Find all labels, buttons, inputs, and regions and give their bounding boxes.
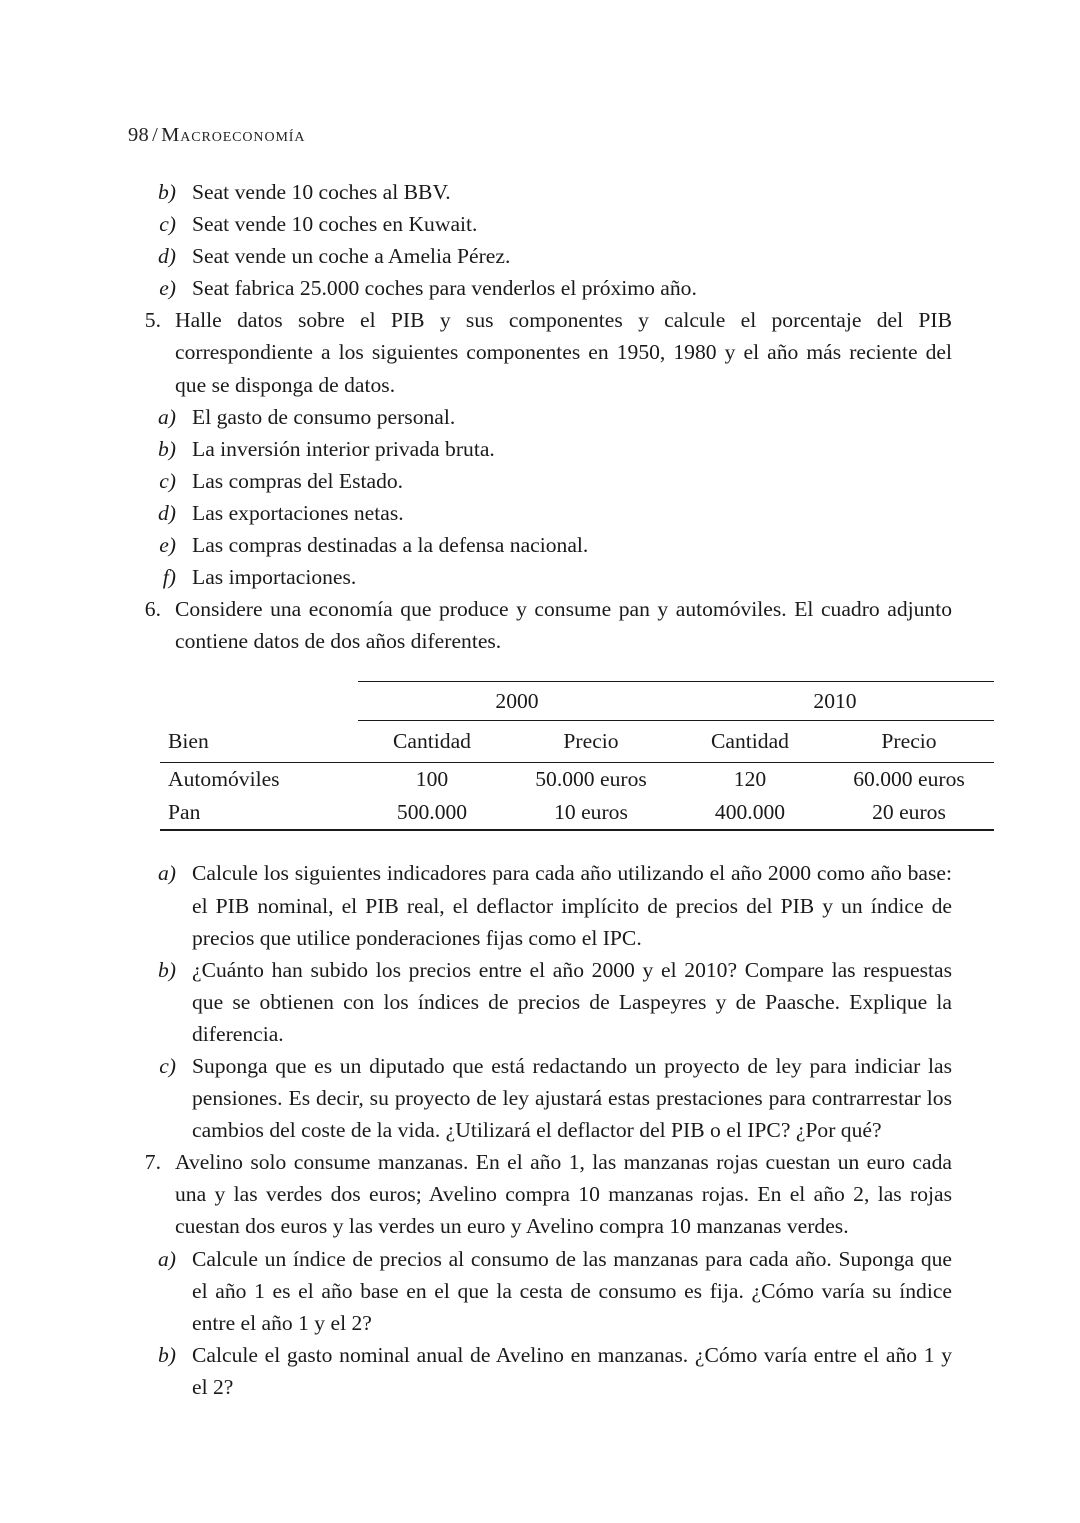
list-item-text: Calcule los siguientes indicadores para cada año utilizando el año 2000 como año base: el PIB nominal, el PIB real, el deflactor implícito de precios del PIB y un índice de precios que utilice ponderaciones fijas como el IPC. bbox=[192, 861, 952, 950]
list-marker: b) bbox=[158, 436, 176, 461]
list-marker: c) bbox=[159, 212, 176, 237]
table-column-header-row bbox=[160, 721, 994, 763]
exercise-list-after-table bbox=[128, 857, 952, 1403]
page-content bbox=[128, 176, 965, 1403]
table-header-precio-2010: Precio bbox=[824, 721, 994, 763]
data-table-container bbox=[128, 681, 965, 831]
exercise-item bbox=[128, 304, 952, 400]
exercise-subitem bbox=[128, 497, 952, 529]
list-marker: 5. bbox=[144, 308, 161, 333]
list-item-text: Suponga que es un diputado que está redactando un proyecto de ley para indiciar las pensiones. Es decir, su proyecto de ley ajustará estas prestaciones para contrarrestar los cambios del coste de la vida. ¿Utilizará el deflactor del PIB o el IPC? ¿Por qué? bbox=[192, 1053, 952, 1143]
list-marker: d) bbox=[158, 500, 176, 525]
cell-precio-2010-automoviles: 60.000 euros bbox=[853, 767, 965, 792]
cell-cantidad-2000-pan: 500.000 bbox=[358, 796, 506, 830]
goods-quantity-price-table bbox=[160, 681, 994, 831]
list-marker: c) bbox=[159, 468, 176, 493]
exercise-subitem bbox=[128, 529, 952, 561]
list-item-text: Seat vende 10 coches al BBV. bbox=[192, 180, 451, 204]
cell-cantidad-2010-automoviles: 120 bbox=[733, 767, 767, 792]
exercise-subitem bbox=[128, 176, 952, 208]
list-marker: b) bbox=[158, 180, 176, 204]
list-item-text: Las exportaciones netas. bbox=[192, 500, 404, 525]
table-year-header-2000: 2000 bbox=[358, 682, 676, 721]
book-title: Macroeconomía bbox=[161, 124, 306, 146]
list-item-text: Considere una economía que produce y consume pan y automóviles. El cuadro adjunto contiene datos de dos años diferentes. bbox=[175, 597, 952, 654]
cell-precio-2000-pan: 10 euros bbox=[506, 796, 676, 830]
list-marker: 6. bbox=[144, 597, 161, 622]
list-marker: d) bbox=[158, 244, 176, 269]
running-header bbox=[128, 124, 305, 147]
exercise-list-before-table bbox=[128, 176, 952, 657]
list-marker: a) bbox=[158, 1246, 176, 1271]
exercise-subitem bbox=[128, 272, 952, 304]
list-marker: a) bbox=[158, 861, 176, 886]
table-header-cantidad-2000: Cantidad bbox=[358, 721, 506, 763]
cell-precio-2000-automoviles: 50.000 euros bbox=[535, 767, 647, 792]
list-item-text: Calcule un índice de precios al consumo de las manzanas para cada año. Suponga que el año 1 es el año base en el que la cesta de consumo es fija. ¿Cómo varía su índice entre el año 1 y el 2? bbox=[192, 1246, 952, 1335]
exercise-subitem bbox=[128, 433, 952, 465]
list-item-text: Las compras destinadas a la defensa nacional. bbox=[192, 533, 589, 558]
exercise-subitem bbox=[128, 561, 952, 593]
table-year-group-row bbox=[160, 682, 994, 721]
list-marker: 7. bbox=[144, 1150, 161, 1175]
exercise-subitem bbox=[128, 857, 952, 953]
list-item-text: Seat vende un coche a Amelia Pérez. bbox=[192, 244, 511, 269]
list-item-text: ¿Cuánto han subido los precios entre el año 2000 y el 2010? Compare las respuestas que se obtienen con los índices de precios de Laspeyres y de Paasche. Explique la diferencia. bbox=[192, 957, 952, 1046]
list-item-text: La inversión interior privada bruta. bbox=[192, 436, 495, 461]
exercise-subitem bbox=[128, 240, 952, 272]
table-row bbox=[160, 796, 994, 830]
list-item-text: Halle datos sobre el PIB y sus componentes y calcule el porcentaje del PIB correspondiente a los siguientes componentes en 1950, 1980 y el año más reciente del que se disponga de datos. bbox=[175, 308, 952, 397]
cell-bien-automoviles: Automóviles bbox=[168, 767, 280, 792]
list-item-text: Avelino solo consume manzanas. En el año 1, las manzanas rojas cuestan un euro cada una y las verdes dos euros; Avelino compra 10 manzanas rojas. En el año 2, las rojas cuestan dos euros y las verdes un euro y Avelino compra 10 manzanas verdes. bbox=[175, 1150, 952, 1239]
exercise-subitem bbox=[128, 1339, 952, 1403]
cell-bien-pan: Pan bbox=[160, 796, 358, 830]
exercise-subitem bbox=[128, 208, 952, 240]
list-marker: b) bbox=[158, 1342, 176, 1367]
list-marker: a) bbox=[158, 404, 176, 429]
table-row bbox=[160, 763, 994, 797]
table-header-cantidad-2010: Cantidad bbox=[676, 721, 824, 763]
exercise-subitem bbox=[128, 1243, 952, 1339]
header-separator: / bbox=[152, 124, 159, 146]
table-header-precio-2000: Precio bbox=[506, 721, 676, 763]
table-corner-cell bbox=[160, 682, 358, 721]
page-number: 98 bbox=[128, 124, 150, 146]
exercise-item bbox=[128, 1146, 952, 1242]
cell-cantidad-2000-automoviles: 100 bbox=[415, 767, 449, 792]
table-year-header-2010: 2010 bbox=[676, 682, 994, 721]
cell-precio-2010-pan: 20 euros bbox=[824, 796, 994, 830]
list-marker: c) bbox=[159, 1053, 176, 1078]
list-marker: f) bbox=[162, 565, 176, 590]
cell-cantidad-2010-pan: 400.000 bbox=[676, 796, 824, 830]
exercise-subitem bbox=[128, 401, 952, 433]
list-marker: e) bbox=[159, 533, 176, 558]
exercise-subitem bbox=[128, 465, 952, 497]
list-item-text: Las compras del Estado. bbox=[192, 468, 404, 493]
list-marker: e) bbox=[159, 276, 176, 301]
exercise-subitem bbox=[128, 1050, 952, 1146]
exercise-subitem bbox=[128, 954, 952, 1050]
table-header-bien: Bien bbox=[160, 721, 358, 763]
list-item-text: Seat vende 10 coches en Kuwait. bbox=[192, 212, 478, 237]
list-item-text: El gasto de consumo personal. bbox=[192, 404, 456, 429]
list-item-text: Las importaciones. bbox=[192, 565, 357, 590]
list-item-text: Seat fabrica 25.000 coches para venderlos el próximo año. bbox=[192, 276, 697, 301]
list-item-text: Calcule el gasto nominal anual de Avelino en manzanas. ¿Cómo varía entre el año 1 y el 2? bbox=[192, 1342, 952, 1399]
exercise-item bbox=[128, 593, 952, 657]
list-marker: b) bbox=[158, 957, 176, 982]
